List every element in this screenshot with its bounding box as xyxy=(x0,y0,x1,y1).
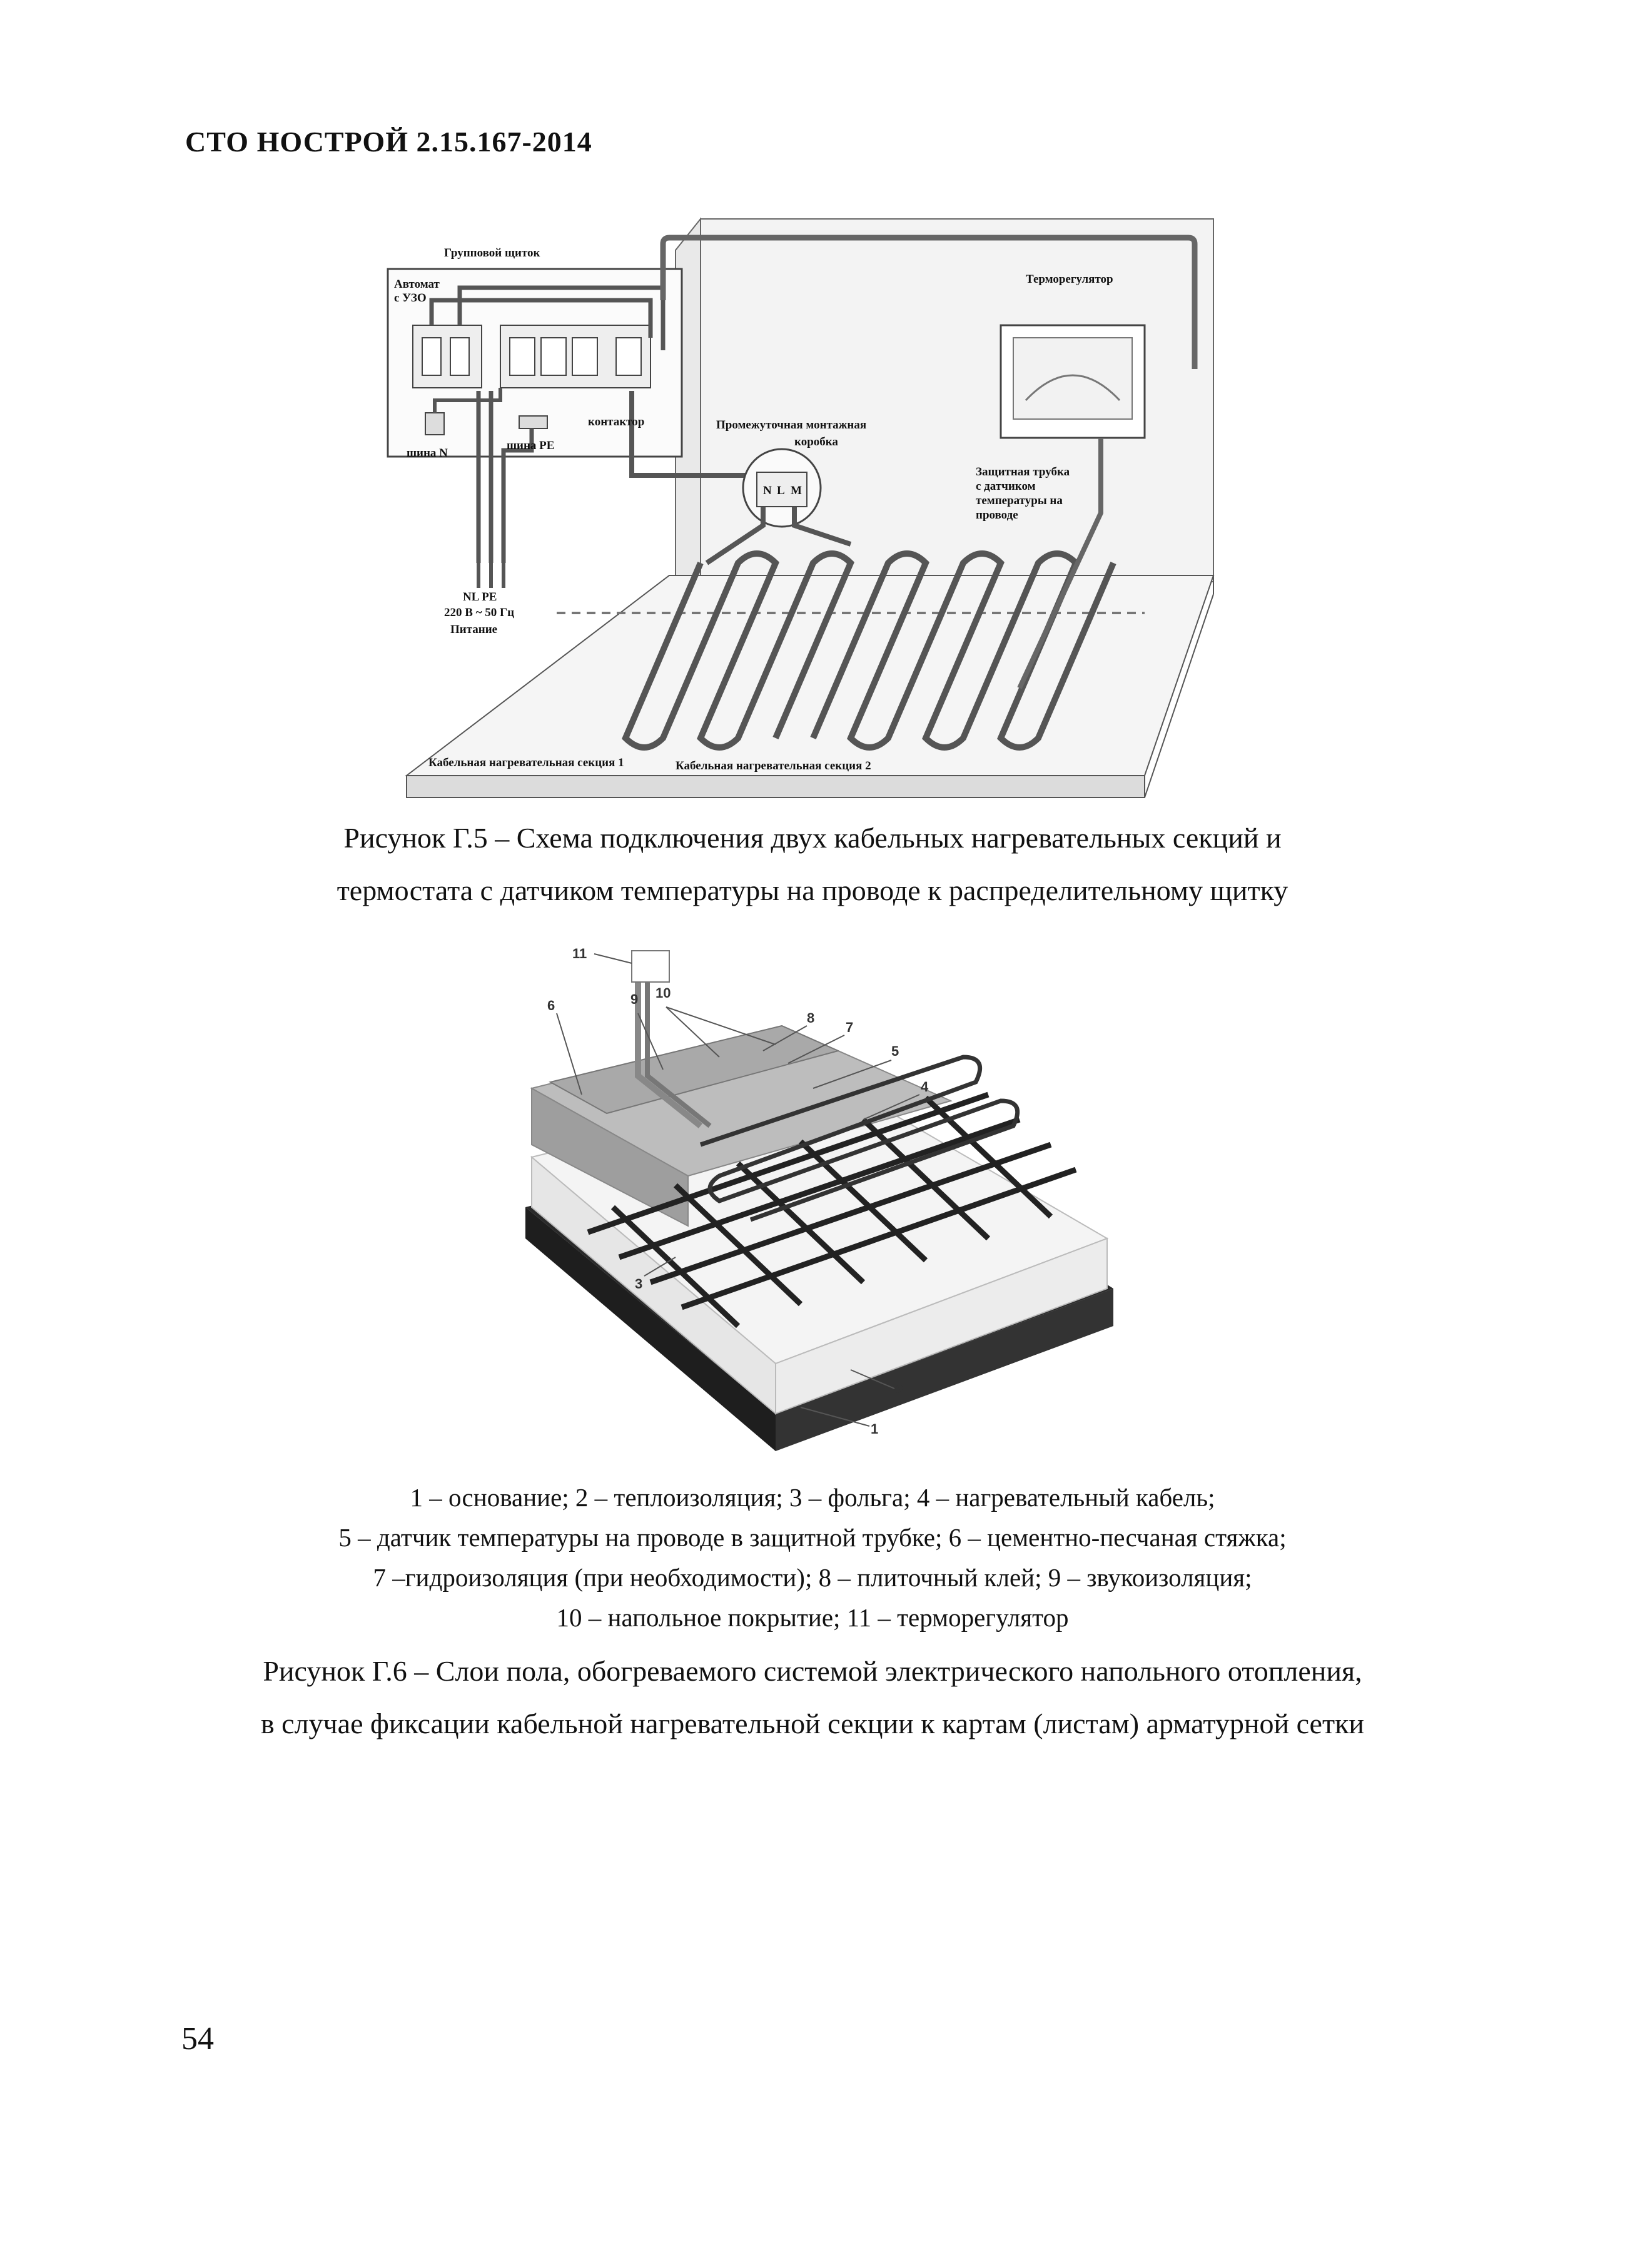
label-5: 5 xyxy=(891,1043,899,1059)
label-breaker: Автомат xyxy=(394,278,440,291)
label-supply-phases: NL PE xyxy=(463,590,497,604)
label-6: 6 xyxy=(547,998,555,1013)
label-breaker-rcd: с УЗО xyxy=(394,291,427,305)
thermostat-box xyxy=(632,951,669,982)
label-supply-voltage: 220 В ~ 50 Гц xyxy=(444,606,515,619)
bus-n xyxy=(425,413,444,435)
label-heating-section-1: Кабельная нагревательная секция 1 xyxy=(428,756,624,769)
label-terminal-l: L xyxy=(777,484,785,497)
label-terminal-n: N xyxy=(763,484,772,497)
label-supply: Питание xyxy=(450,623,498,636)
label-junction-box-2: коробка xyxy=(794,435,838,448)
label-terminal-m: M xyxy=(791,484,802,497)
label-sensor-tube-3: температуры на xyxy=(976,494,1063,507)
figure-g5-wiring-diagram xyxy=(375,213,1238,807)
label-sensor-tube-1: Защитная трубка xyxy=(976,465,1070,478)
label-9: 9 xyxy=(630,991,639,1007)
label-contactor: контактор xyxy=(588,415,645,428)
label-2: 2 xyxy=(896,1382,904,1398)
label-sensor-tube-4: проводе xyxy=(976,509,1018,522)
figure-g6-legend-line-4: 10 – напольное покрытие; 11 – терморегулятор xyxy=(556,1603,1069,1632)
figure-g6-legend-line-2: 5 – датчик температуры на проводе в защитной трубке; 6 – цементно-песчаная стяжка; xyxy=(338,1523,1287,1552)
figure-g6-floor-layers xyxy=(513,938,1126,1464)
label-10: 10 xyxy=(656,985,671,1001)
figure-g5-caption-line-1: Рисунок Г.5 – Схема подключения двух кабельных нагревательных секций и xyxy=(343,822,1282,854)
bus-pe xyxy=(519,416,547,428)
label-bus-pe: шина PE xyxy=(507,439,555,452)
label-1: 1 xyxy=(871,1421,879,1437)
figure-g5-caption-line-2: термостата с датчиком температуры на проводе к распределительному щитку xyxy=(337,874,1288,906)
label-heating-section-2: Кабельная нагревательная секция 2 xyxy=(676,759,871,772)
label-4: 4 xyxy=(921,1079,929,1095)
page-number: 54 xyxy=(181,2021,214,2057)
label-8: 8 xyxy=(807,1010,815,1026)
figure-g6-legend-line-3: 7 –гидроизоляция (при необходимости); 8 – плиточный клей; 9 – звукоизоляция; xyxy=(373,1563,1252,1592)
label-group-panel: Групповой щиток xyxy=(444,246,540,260)
label-3: 3 xyxy=(635,1276,643,1292)
label-bus-n: шина N xyxy=(407,447,448,460)
document-header: СТО НОСТРОЙ 2.15.167-2014 xyxy=(185,126,592,158)
label-sensor-tube-2: с датчиком xyxy=(976,480,1036,493)
figure-g6-legend-line-1: 1 – основание; 2 – теплоизоляция; 3 – фольга; 4 – нагревательный кабель; xyxy=(410,1483,1215,1512)
figure-g6-caption-line-2: в случае фиксации кабельной нагревательной секции к картам (листам) арматурной сетки xyxy=(260,1708,1365,1739)
figure-g6-caption-line-1: Рисунок Г.6 – Слои пола, обогреваемого системой электрического напольного отопления, xyxy=(263,1655,1362,1687)
label-thermostat: Терморегулятор xyxy=(1026,273,1113,286)
label-junction-box: Промежуточная монтажная xyxy=(716,418,867,432)
label-7: 7 xyxy=(846,1020,854,1035)
label-11: 11 xyxy=(572,946,587,961)
